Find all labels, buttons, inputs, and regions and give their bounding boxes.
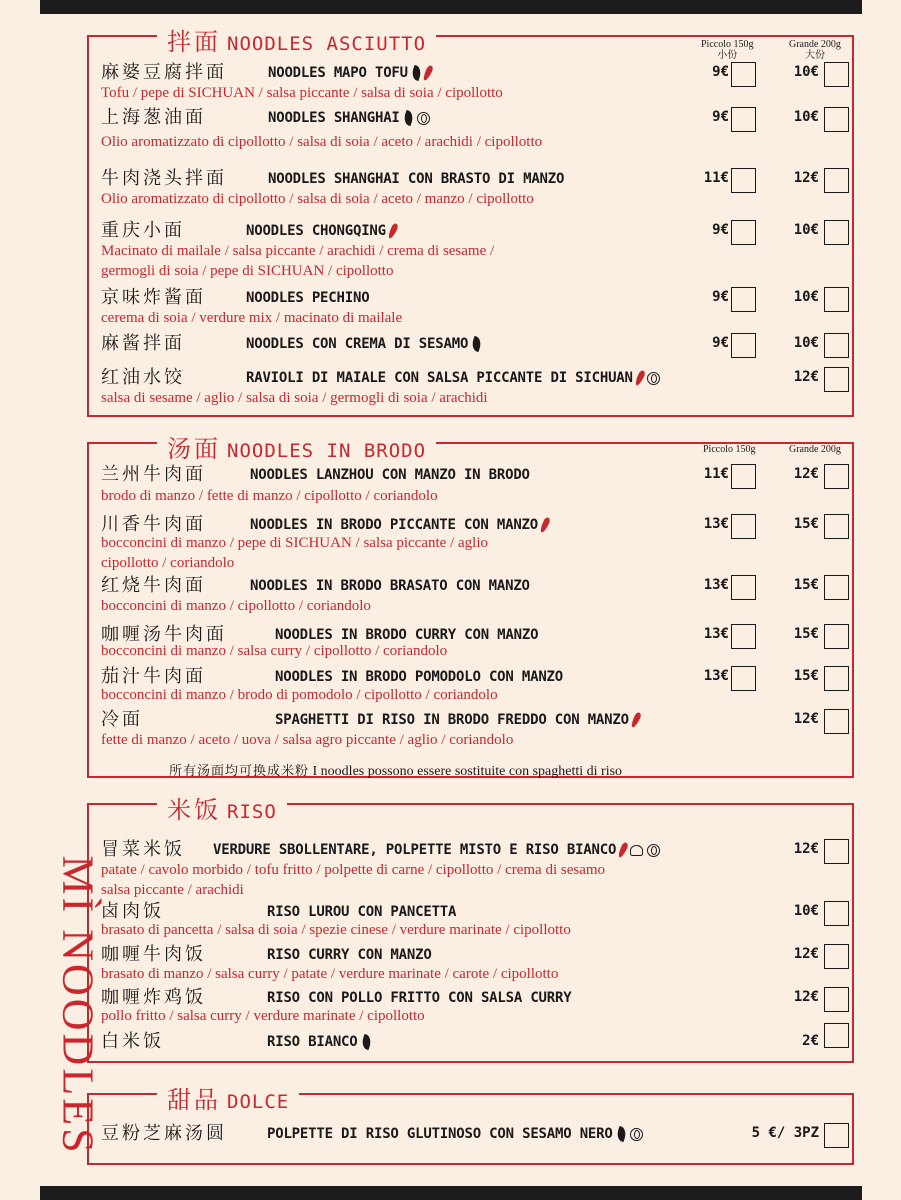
price-small: 13€ [703, 577, 729, 593]
section-asciutto [87, 28, 854, 417]
order-box[interactable] [824, 1123, 849, 1148]
section-title-zh: 汤面 [167, 435, 221, 463]
price: 5 €/ 3PZ [751, 1125, 819, 1141]
item-name-it-text: VERDURE SBOLLENTARE, POLPETTE MISTO E RISO BIANCO [213, 842, 617, 858]
section-title-it: NOODLES ASCIUTTO [227, 33, 427, 55]
item-name-zh: 茄汁牛肉面 [101, 666, 206, 687]
order-box-small[interactable] [731, 333, 756, 358]
order-box[interactable] [824, 839, 849, 864]
size-header-large: Grande 200g [789, 444, 841, 455]
price-small: 11€ [703, 170, 729, 186]
price: 2€ [802, 1033, 819, 1049]
chili-icon [422, 64, 434, 81]
price-large: 15€ [793, 577, 819, 593]
item-name-zh: 红烧牛肉面 [101, 575, 206, 596]
top-bar [40, 0, 862, 14]
order-box-small[interactable] [731, 624, 756, 649]
section-riso [87, 796, 854, 1063]
item-name-zh: 京味炸酱面 [101, 287, 206, 308]
price-large: 12€ [793, 466, 819, 482]
item-name-zh: 卤肉饭 [101, 901, 164, 922]
item-name-it-text: RAVIOLI DI MAIALE CON SALSA PICCANTE DI SICHUAN [246, 370, 633, 386]
price-large: 15€ [793, 516, 819, 532]
section-title-zh: 甜品 [167, 1086, 221, 1114]
section-dolce [87, 1086, 854, 1165]
order-box-large[interactable] [824, 107, 849, 132]
section-title-it: NOODLES IN BRODO [227, 440, 427, 462]
item-name-it: RISO LUROU CON PANCETTA [267, 904, 457, 920]
size-header-small [701, 39, 754, 61]
price-small: 9€ [712, 109, 729, 125]
size-header-large [789, 39, 841, 61]
item-description: Olio aromatizzato di cipollotto / salsa di soia / aceto / arachidi / cipollotto [101, 134, 543, 150]
order-box-small[interactable] [731, 464, 756, 489]
item-name-zh: 兰州牛肉面 [101, 464, 206, 485]
price-small: 13€ [703, 626, 729, 642]
leaf-icon [410, 65, 423, 81]
item-name-it-text: NOODLES CON CREMA DI SESAMO [246, 336, 469, 352]
order-box-small[interactable] [731, 287, 756, 312]
item-name-zh: 豆粉芝麻汤圆 [101, 1123, 227, 1144]
item-name-it [246, 289, 369, 307]
order-box-small[interactable] [731, 575, 756, 600]
item-description: Tofu / pepe di SICHUAN / salsa piccante / salsa di soia / cipollotto [101, 85, 503, 101]
item-name-it [250, 516, 548, 534]
item-name-it: NOODLES IN BRODO POMODOLO CON MANZO [275, 669, 564, 685]
item-name-zh: 红油水饺 [101, 367, 185, 388]
item-name-it-text: NOODLES MAPO TOFU [268, 65, 408, 81]
section-title [157, 790, 287, 825]
item-description: bocconcini di manzo / pepe di SICHUAN / salsa piccante / aglio [101, 535, 488, 551]
note-zh: 所有汤面均可换成米粉 [169, 764, 310, 779]
price-small: 13€ [703, 516, 729, 532]
section-title-it: DOLCE [227, 1091, 290, 1113]
item-name-it [213, 841, 660, 859]
price-large: 10€ [793, 335, 819, 351]
section-title [157, 22, 436, 57]
size-header-large-label: Grande 200g [789, 39, 841, 50]
price-large: 15€ [793, 626, 819, 642]
item-name-zh: 牛肉浇头拌面 [101, 168, 227, 189]
item-name-it-text: POLPETTE DI RISO GLUTINOSO CON SESAMO NERO [267, 1126, 613, 1142]
item-name-zh: 冒菜米饭 [101, 839, 185, 860]
item-description-line2: cipollotto / coriandolo [101, 555, 235, 571]
order-box-large[interactable] [824, 333, 849, 358]
section-title [157, 429, 436, 464]
item-name-it-text: NOODLES IN BRODO PICCANTE CON MANZO [250, 517, 539, 533]
peanut-icon [417, 112, 430, 125]
item-name-it: NOODLES LANZHOU CON MANZO IN BRODO [250, 467, 530, 483]
item-name-it [268, 64, 431, 82]
item-name-zh: 咖喱炸鸡饭 [101, 987, 206, 1008]
item-description: patate / cavolo morbido / tofu fritto / polpette di carne / cipollotto / crema di sesamo [101, 862, 606, 878]
chili-icon [634, 369, 646, 386]
peanut-icon [647, 844, 660, 857]
order-box-large[interactable] [824, 575, 849, 600]
item-name-zh: 冷面 [101, 709, 143, 730]
item-description: bocconcini di manzo / cipollotto / coriandolo [101, 598, 371, 614]
price-large: 15€ [793, 668, 819, 684]
note-it: I noodles possono essere sostituite con spaghetti di riso [312, 764, 623, 779]
order-box-large[interactable] [824, 220, 849, 245]
order-box-large[interactable] [824, 624, 849, 649]
size-header-small-zh: 小份 [717, 50, 738, 61]
order-box-large[interactable] [824, 514, 849, 539]
section-title [157, 1080, 299, 1115]
order-box[interactable] [824, 987, 849, 1012]
item-description: fette di manzo / aceto / uova / salsa agro piccante / aglio / coriandolo [101, 732, 514, 748]
section-title-it: RISO [227, 801, 277, 823]
price-large: 10€ [793, 289, 819, 305]
item-name-it [246, 369, 660, 387]
chili-icon [539, 516, 551, 533]
chili-icon [630, 711, 642, 728]
item-name-it [268, 170, 564, 188]
order-box-large[interactable] [824, 666, 849, 691]
side-title-text: MÌ NOODLES [53, 855, 103, 1156]
price-small: 9€ [712, 335, 729, 351]
order-box[interactable] [824, 944, 849, 969]
price: 12€ [793, 989, 819, 1005]
item-description: brasato di pancetta / salsa di soia / spezie cinese / verdure marinate / cipollotto [101, 922, 571, 938]
size-header-small: Piccolo 150g [703, 444, 756, 455]
item-name-zh: 麻婆豆腐拌面 [101, 62, 227, 83]
price: 10€ [793, 903, 819, 919]
item-description: brasato di manzo / salsa curry / patate / verdure marinate / carote / cipollotto [101, 966, 559, 982]
order-box-large[interactable] [824, 287, 849, 312]
price-small: 11€ [703, 466, 729, 482]
order-box-small[interactable] [731, 62, 756, 87]
order-box-large[interactable] [824, 168, 849, 193]
shellfish-icon [630, 845, 643, 856]
chili-icon [387, 222, 399, 239]
order-box-small[interactable] [731, 107, 756, 132]
side-title [38, 840, 103, 1170]
leaf-icon [614, 1126, 627, 1142]
order-box-small[interactable] [731, 220, 756, 245]
item-description-line2: germogli di soia / pepe di SICHUAN / cipollotto [101, 263, 394, 279]
price-small: 13€ [703, 668, 729, 684]
section-brodo [87, 435, 854, 779]
price-large: 12€ [793, 170, 819, 186]
order-box-large[interactable] [824, 367, 849, 392]
item-name-it [275, 711, 639, 729]
price-small: 9€ [712, 64, 729, 80]
price-large: 12€ [793, 369, 819, 385]
item-name-it: NOODLES IN BRODO BRASATO CON MANZO [250, 578, 530, 594]
leaf-icon [359, 1034, 372, 1050]
item-name-it-text: NOODLES PECHINO [246, 290, 370, 306]
item-name-zh: 咖喱汤牛肉面 [101, 624, 227, 645]
price-small: 9€ [712, 289, 729, 305]
item-name-it-text: SPAGHETTI DI RISO IN BRODO FREDDO CON MANZO [275, 712, 629, 728]
item-name-zh: 咖喱牛肉饭 [101, 944, 206, 965]
order-box-small[interactable] [731, 168, 756, 193]
order-box-large[interactable] [824, 62, 849, 87]
item-name-zh: 上海葱油面 [101, 107, 206, 128]
order-box-large[interactable] [824, 464, 849, 489]
item-description: cerema di soia / verdure mix / macinato di mailale [101, 310, 403, 326]
price-large: 10€ [793, 222, 819, 238]
item-name-it-text: RISO BIANCO [267, 1034, 358, 1050]
size-header-small-label: Piccolo 150g [701, 39, 754, 50]
item-name-it [268, 109, 430, 127]
item-name-it [246, 335, 481, 353]
item-name-it [267, 1033, 371, 1051]
item-description: brodo di manzo / fette di manzo / cipollotto / coriandolo [101, 488, 438, 504]
item-description: bocconcini di manzo / brodo di pomodolo / cipollotto / coriandolo [101, 687, 498, 703]
item-name-it: NOODLES IN BRODO CURRY CON MANZO [275, 627, 539, 643]
item-name-it-text: NOODLES CHONGQING [246, 223, 386, 239]
peanut-icon [630, 1128, 643, 1141]
item-description-line2: salsa piccante / arachidi [101, 882, 244, 898]
price-large: 10€ [793, 109, 819, 125]
order-box[interactable] [824, 1023, 849, 1048]
section-title-zh: 拌面 [167, 28, 221, 56]
order-box-large[interactable] [824, 709, 849, 734]
item-name-it-text: NOODLES SHANGHAI [268, 110, 400, 126]
price-large: 12€ [793, 711, 819, 727]
item-name-it: RISO CON POLLO FRITTO CON SALSA CURRY [267, 990, 572, 1006]
item-name-it [267, 1125, 643, 1143]
leaf-icon [402, 110, 415, 126]
peanut-icon [647, 372, 660, 385]
substitution-note [169, 760, 622, 780]
order-box-small[interactable] [731, 666, 756, 691]
item-name-zh: 麻酱拌面 [101, 333, 185, 354]
chili-icon [617, 841, 629, 858]
price: 12€ [793, 841, 819, 857]
bottom-bar [40, 1186, 862, 1200]
size-header-large-zh: 大份 [804, 50, 825, 61]
price: 12€ [793, 946, 819, 962]
section-title-zh: 米饭 [167, 796, 221, 824]
leaf-icon [470, 336, 483, 352]
item-name-it: RISO CURRY CON MANZO [267, 947, 432, 963]
item-description: Macinato di mailale / salsa piccante / arachidi / crema di sesame / [101, 243, 495, 259]
item-name-zh: 重庆小面 [101, 220, 185, 241]
item-description: pollo fritto / salsa curry / verdure marinate / cipollotto [101, 1008, 425, 1024]
item-description: salsa di sesame / aglio / salsa di soia / germogli di soia / arachidi [101, 390, 488, 406]
price-small: 9€ [712, 222, 729, 238]
item-name-zh: 川香牛肉面 [101, 514, 206, 535]
item-name-it [246, 222, 396, 240]
item-name-zh: 白米饭 [101, 1031, 164, 1052]
item-name-it-text: NOODLES SHANGHAI CON BRASTO DI MANZO [268, 171, 565, 187]
order-box-small[interactable] [731, 514, 756, 539]
order-box[interactable] [824, 901, 849, 926]
item-description: Olio aromatizzato di cipollotto / salsa di soia / aceto / manzo / cipollotto [101, 191, 534, 207]
price-large: 10€ [793, 64, 819, 80]
item-description: bocconcini di manzo / salsa curry / cipollotto / coriandolo [101, 643, 448, 659]
